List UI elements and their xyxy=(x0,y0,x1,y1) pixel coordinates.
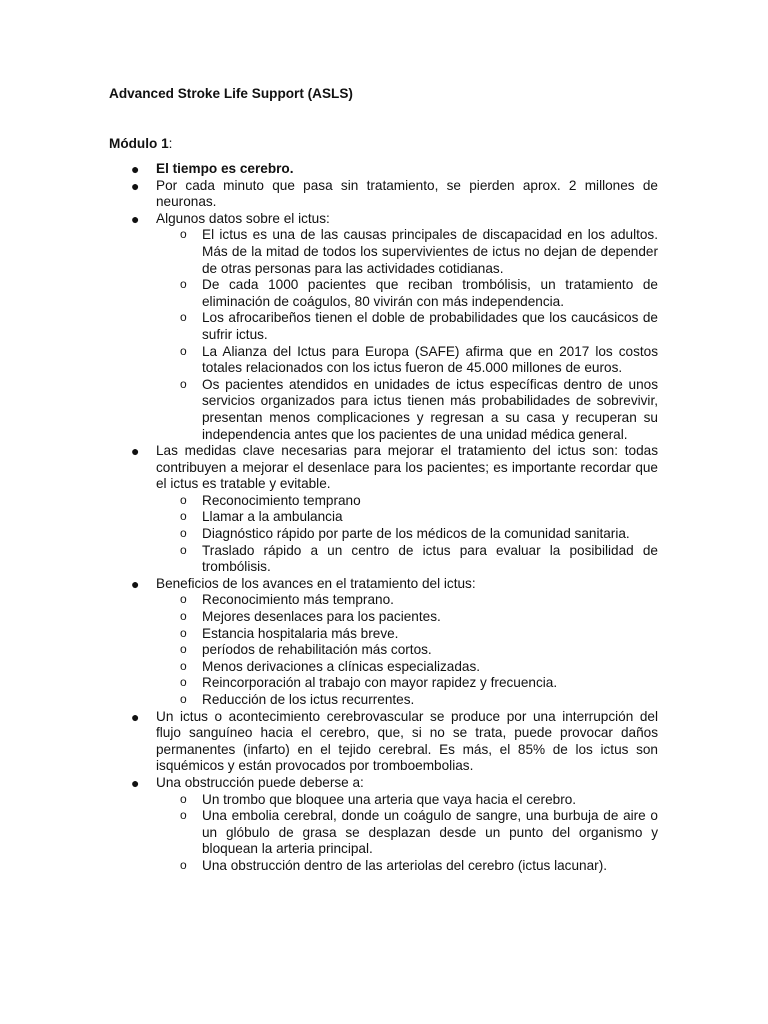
list-item xyxy=(0,443,658,576)
sub-list-item xyxy=(180,343,658,377)
sub-list-item-text: Traslado rápido a un centro de ictus para evaluar la posibilidad de trombólisis. xyxy=(202,542,658,575)
bullet-marker: ● xyxy=(131,774,140,791)
sub-list-item xyxy=(180,592,658,609)
module-label: Módulo 1 xyxy=(109,136,169,151)
document-body xyxy=(0,161,768,875)
document-title: Advanced Stroke Life Support (ASLS) xyxy=(109,86,353,101)
sub-bullet-marker: o xyxy=(180,542,187,557)
sub-bullet-marker: o xyxy=(180,592,187,607)
sub-bullet-marker: o xyxy=(180,658,187,673)
sub-list-item-text: Una obstrucción dentro de las arteriolas del cerebro (ictus lacunar). xyxy=(202,857,607,873)
sub-list-item xyxy=(180,542,658,576)
sub-list-item-text: Un trombo que bloquee una arteria que vaya hacia el cerebro. xyxy=(202,791,577,807)
list-item-text: Algunos datos sobre el ictus: xyxy=(156,210,330,226)
sub-list-item-text: Reconocimiento temprano xyxy=(202,492,361,508)
sub-list-item-text: Los afrocaribeños tienen el doble de probabilidades que los caucásicos de sufrir ictus. xyxy=(202,310,658,342)
sub-bullet-marker: o xyxy=(180,376,187,391)
list-item xyxy=(0,161,658,178)
sub-bullet-marker: o xyxy=(180,609,187,624)
main-bullet-list xyxy=(0,161,768,875)
sub-list-item xyxy=(180,808,658,858)
sub-list-item xyxy=(180,658,658,676)
sub-bullet-marker: o xyxy=(180,625,187,640)
sub-list-item-text: Menos derivaciones a clínicas especializadas. xyxy=(202,658,481,674)
list-item xyxy=(0,775,658,875)
sub-list xyxy=(156,493,658,576)
sub-list-item-text: Diagnóstico rápido por parte de los médicos de la comunidad sanitaria. xyxy=(202,526,630,542)
list-item xyxy=(0,178,658,211)
sub-list-item xyxy=(180,277,658,310)
list-item-text: El tiempo es cerebro. xyxy=(156,161,294,176)
list-item-text: Una obstrucción puede deberse a: xyxy=(156,774,364,790)
sub-bullet-marker: o xyxy=(180,492,187,507)
list-item-text: Beneficios de los avances en el tratamiento del ictus: xyxy=(156,575,476,591)
sub-bullet-marker: o xyxy=(180,675,187,690)
sub-list-item-text: Estancia hospitalaria más breve. xyxy=(202,625,399,641)
sub-bullet-marker: o xyxy=(180,277,187,292)
sub-list-item xyxy=(180,492,658,510)
bullet-marker: ● xyxy=(131,575,140,592)
sub-list xyxy=(156,227,658,443)
sub-list xyxy=(156,592,658,708)
sub-list-item-text: Llamar a la ambulancia xyxy=(202,509,343,525)
sub-list-item-text: períodos de rehabilitación más cortos. xyxy=(202,642,432,658)
sub-bullet-marker: o xyxy=(180,857,187,872)
bullet-marker: ● xyxy=(131,177,140,194)
sub-list-item xyxy=(180,692,658,709)
sub-bullet-marker: o xyxy=(180,692,187,706)
sub-list-item-text: Reducción de los ictus recurrentes. xyxy=(202,692,415,707)
list-item xyxy=(0,576,658,709)
list-item-text: Por cada minuto que pasa sin tratamiento, se pierden aprox. 2 millones de neuronas. xyxy=(156,177,658,210)
sub-list-item-text: Mejores desenlaces para los pacientes. xyxy=(202,609,441,625)
sub-bullet-marker: o xyxy=(180,509,187,524)
list-item xyxy=(0,211,658,443)
sub-bullet-marker: o xyxy=(180,227,187,242)
sub-bullet-marker: o xyxy=(180,526,187,541)
sub-list-item-text: Una embolia cerebral, donde un coágulo de sangre, una burbuja de aire o un glóbulo de grasa se desplazan desde un punto del organismo y bloquean la arteria principal. xyxy=(202,808,658,857)
sub-list-item-text: Reconocimiento más temprano. xyxy=(202,592,394,608)
sub-list-item xyxy=(180,310,658,343)
sub-list-item-text: Os pacientes atendidos en unidades de ictus específicas dentro de unos servicios organizados para ictus tienen más probabilidades de sobrevivir, presentan menos complicaciones y regresan a su casa y recuperan su independencia antes que los pacientes de una unidad médica general. xyxy=(202,376,658,442)
sub-list-item-text: De cada 1000 pacientes que reciban trombólisis, un tratamiento de eliminación de coágulos, 80 vivirán con más independencia. xyxy=(202,277,658,309)
sub-list-item xyxy=(180,509,658,526)
module-heading xyxy=(109,136,172,153)
sub-list-item-text: La Alianza del Ictus para Europa (SAFE) afirma que en 2017 los costos totales relacionados con los ictus fueron de 45.000 millones de euros. xyxy=(202,343,658,376)
module-suffix: : xyxy=(168,136,173,151)
sub-list-item xyxy=(180,376,658,443)
sub-list-item xyxy=(180,526,658,543)
sub-list xyxy=(156,792,658,875)
sub-list-item xyxy=(180,675,658,692)
sub-list-item xyxy=(180,791,658,809)
sub-list-item-text: El ictus es una de las causas principales de discapacidad en los adultos. Más de la mitad de todos los supervivientes de ictus no dejan de depender de otras personas para las actividades cotidianas. xyxy=(202,227,658,276)
sub-bullet-marker: o xyxy=(180,808,187,823)
sub-list-item xyxy=(180,227,658,277)
bullet-marker: ● xyxy=(131,443,140,460)
sub-list-item xyxy=(180,857,658,875)
list-item-text: Las medidas clave necesarias para mejorar el tratamiento del ictus son: todas contribuyen a mejorar el desenlace para los pacientes; es importante recordar que el ictus es tratable y evitable. xyxy=(156,443,658,492)
sub-list-item xyxy=(180,609,658,626)
sub-bullet-marker: o xyxy=(180,791,187,806)
sub-bullet-marker: o xyxy=(180,343,187,358)
bullet-marker: ● xyxy=(131,210,140,227)
list-item-text: Un ictus o acontecimiento cerebrovascular se produce por una interrupción del flujo sanguíneo hacia el cerebro, que, si no se trata, puede provocar daños permanentes (infarto) en el tejido cerebral. Es más, el 85% de los ictus son isquémicos y están provocados por tromboembolias. xyxy=(156,708,658,774)
bullet-marker: ● xyxy=(131,161,140,177)
list-item xyxy=(0,709,658,775)
sub-bullet-marker: o xyxy=(180,310,187,325)
sub-list-item-text: Reincorporación al trabajo con mayor rapidez y frecuencia. xyxy=(202,675,558,691)
sub-bullet-marker: o xyxy=(180,642,187,657)
bullet-marker: ● xyxy=(131,708,140,725)
sub-list-item xyxy=(180,642,658,659)
sub-list-item xyxy=(180,625,658,643)
